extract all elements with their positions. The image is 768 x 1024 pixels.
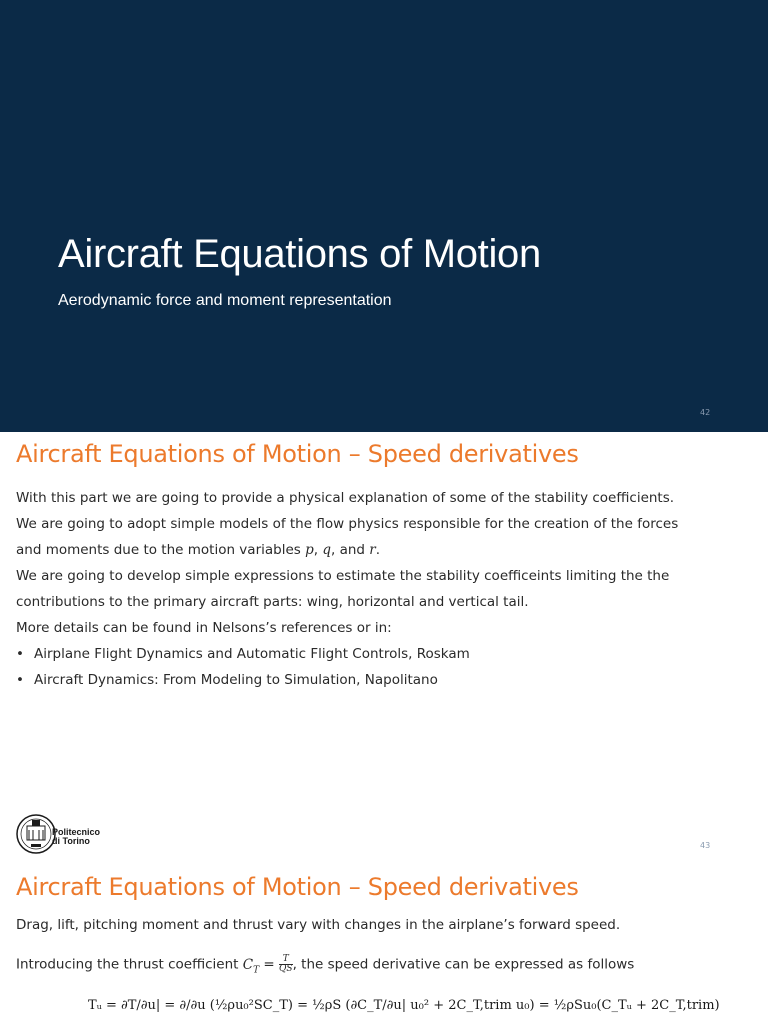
bullet-icon: •	[16, 646, 24, 662]
math-var: p	[305, 542, 314, 558]
body-line: We are going to adopt simple models of the flow physics responsible for the creation of the forces	[16, 516, 679, 532]
math-var: $C_T$	[242, 956, 260, 976]
title-slide	[0, 0, 768, 432]
speed-derivative-equation: Tᵤ = ∂T/∂u| = ∂/∂u (½ρu₀²SC_T) = ½ρS (∂C_T/∂u| u₀² + 2C_T,trim u₀) = ½ρSu₀(C_Tᵤ + 2C_T,trim)	[88, 998, 720, 1013]
page-number: 43	[700, 841, 711, 850]
bullet-icon: •	[16, 672, 24, 688]
body-line: and moments due to the motion variables p, q, and r.	[16, 542, 381, 558]
fraction: $\frac{T}{QS}$	[279, 954, 293, 974]
logo-text: Politecnico di Torino	[52, 827, 101, 846]
reference-list	[16, 641, 756, 693]
body-line: Drag, lift, pitching moment and thrust vary with changes in the airplane’s forward speed.	[16, 917, 621, 933]
math-var: r	[369, 542, 376, 558]
body-line: contributions to the primary aircraft parts: wing, horizontal and vertical tail.	[16, 594, 529, 610]
list-item: • Airplane Flight Dynamics and Automatic Flight Controls, Roskam	[16, 641, 756, 667]
slide-subtitle: Aerodynamic force and moment representation	[58, 292, 392, 309]
slide-heading: Aircraft Equations of Motion – Speed derivatives	[16, 873, 579, 901]
math-var: q	[322, 542, 331, 558]
body-line: Introducing the thrust coefficient $C_T$ = $\frac{T}{QS}$ , the speed derivative can be expressed as follows	[16, 954, 635, 976]
body-line: With this part we are going to provide a physical explanation of some of the stability coefficients.	[16, 490, 675, 506]
page-number: 42	[700, 408, 711, 417]
slide-title: Aircraft Equations of Motion	[58, 232, 541, 276]
list-item: • Aircraft Dynamics: From Modeling to Simulation, Napolitano	[16, 667, 756, 693]
body-text	[16, 485, 756, 693]
body-line: More details can be found in Nelsons’s references or in:	[16, 620, 392, 636]
slide-heading: Aircraft Equations of Motion – Speed derivatives	[16, 440, 579, 468]
body-line: We are going to develop simple expressions to estimate the stability coefficeints limiting the the	[16, 568, 670, 584]
